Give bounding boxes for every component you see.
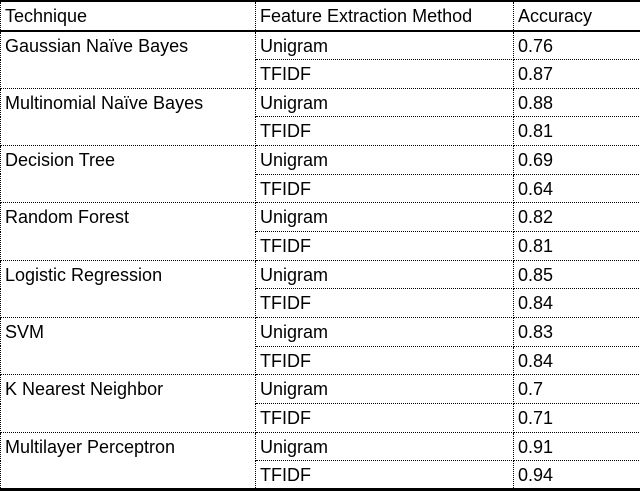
method-cell: TFIDF — [256, 60, 514, 89]
accuracy-cell: 0.87 — [514, 60, 640, 89]
technique-cell: Multinomial Naïve Bayes — [1, 88, 256, 145]
header-feature-extraction-method: Feature Extraction Method — [256, 1, 514, 31]
method-cell: Unigram — [256, 260, 514, 289]
method-cell: Unigram — [256, 88, 514, 117]
accuracy-cell: 0.85 — [514, 260, 640, 289]
method-cell: TFIDF — [256, 346, 514, 375]
table-row — [1, 146, 640, 175]
accuracy-cell: 0.76 — [514, 31, 640, 60]
method-cell: Unigram — [256, 375, 514, 404]
table-row — [1, 375, 640, 404]
technique-cell: K Nearest Neighbor — [1, 375, 256, 432]
accuracy-cell: 0.88 — [514, 88, 640, 117]
method-cell: TFIDF — [256, 232, 514, 261]
table-row — [1, 203, 640, 232]
accuracy-cell: 0.84 — [514, 346, 640, 375]
accuracy-cell: 0.7 — [514, 375, 640, 404]
method-cell: TFIDF — [256, 404, 514, 433]
table-row — [1, 432, 640, 461]
table-row — [1, 318, 640, 347]
method-cell: TFIDF — [256, 289, 514, 318]
header-technique: Technique — [1, 1, 256, 31]
accuracy-cell: 0.83 — [514, 318, 640, 347]
method-cell: TFIDF — [256, 117, 514, 146]
method-cell: TFIDF — [256, 461, 514, 490]
accuracy-cell: 0.69 — [514, 146, 640, 175]
method-cell: Unigram — [256, 31, 514, 60]
accuracy-cell: 0.64 — [514, 174, 640, 203]
table-row — [1, 31, 640, 60]
technique-cell: SVM — [1, 318, 256, 375]
method-cell: Unigram — [256, 203, 514, 232]
accuracy-cell: 0.81 — [514, 117, 640, 146]
method-cell: Unigram — [256, 146, 514, 175]
table-row — [1, 260, 640, 289]
accuracy-cell: 0.81 — [514, 232, 640, 261]
method-cell: TFIDF — [256, 174, 514, 203]
accuracy-cell: 0.84 — [514, 289, 640, 318]
accuracy-cell: 0.71 — [514, 404, 640, 433]
technique-cell: Logistic Regression — [1, 260, 256, 317]
technique-cell: Random Forest — [1, 203, 256, 260]
accuracy-cell: 0.91 — [514, 432, 640, 461]
technique-cell: Decision Tree — [1, 146, 256, 203]
method-cell: Unigram — [256, 432, 514, 461]
technique-cell: Gaussian Naïve Bayes — [1, 31, 256, 88]
header-accuracy: Accuracy — [514, 1, 640, 31]
accuracy-cell: 0.94 — [514, 461, 640, 490]
header-row — [1, 1, 640, 31]
technique-cell: Multilayer Perceptron — [1, 432, 256, 489]
accuracy-cell: 0.82 — [514, 203, 640, 232]
method-cell: Unigram — [256, 318, 514, 347]
table-row — [1, 88, 640, 117]
